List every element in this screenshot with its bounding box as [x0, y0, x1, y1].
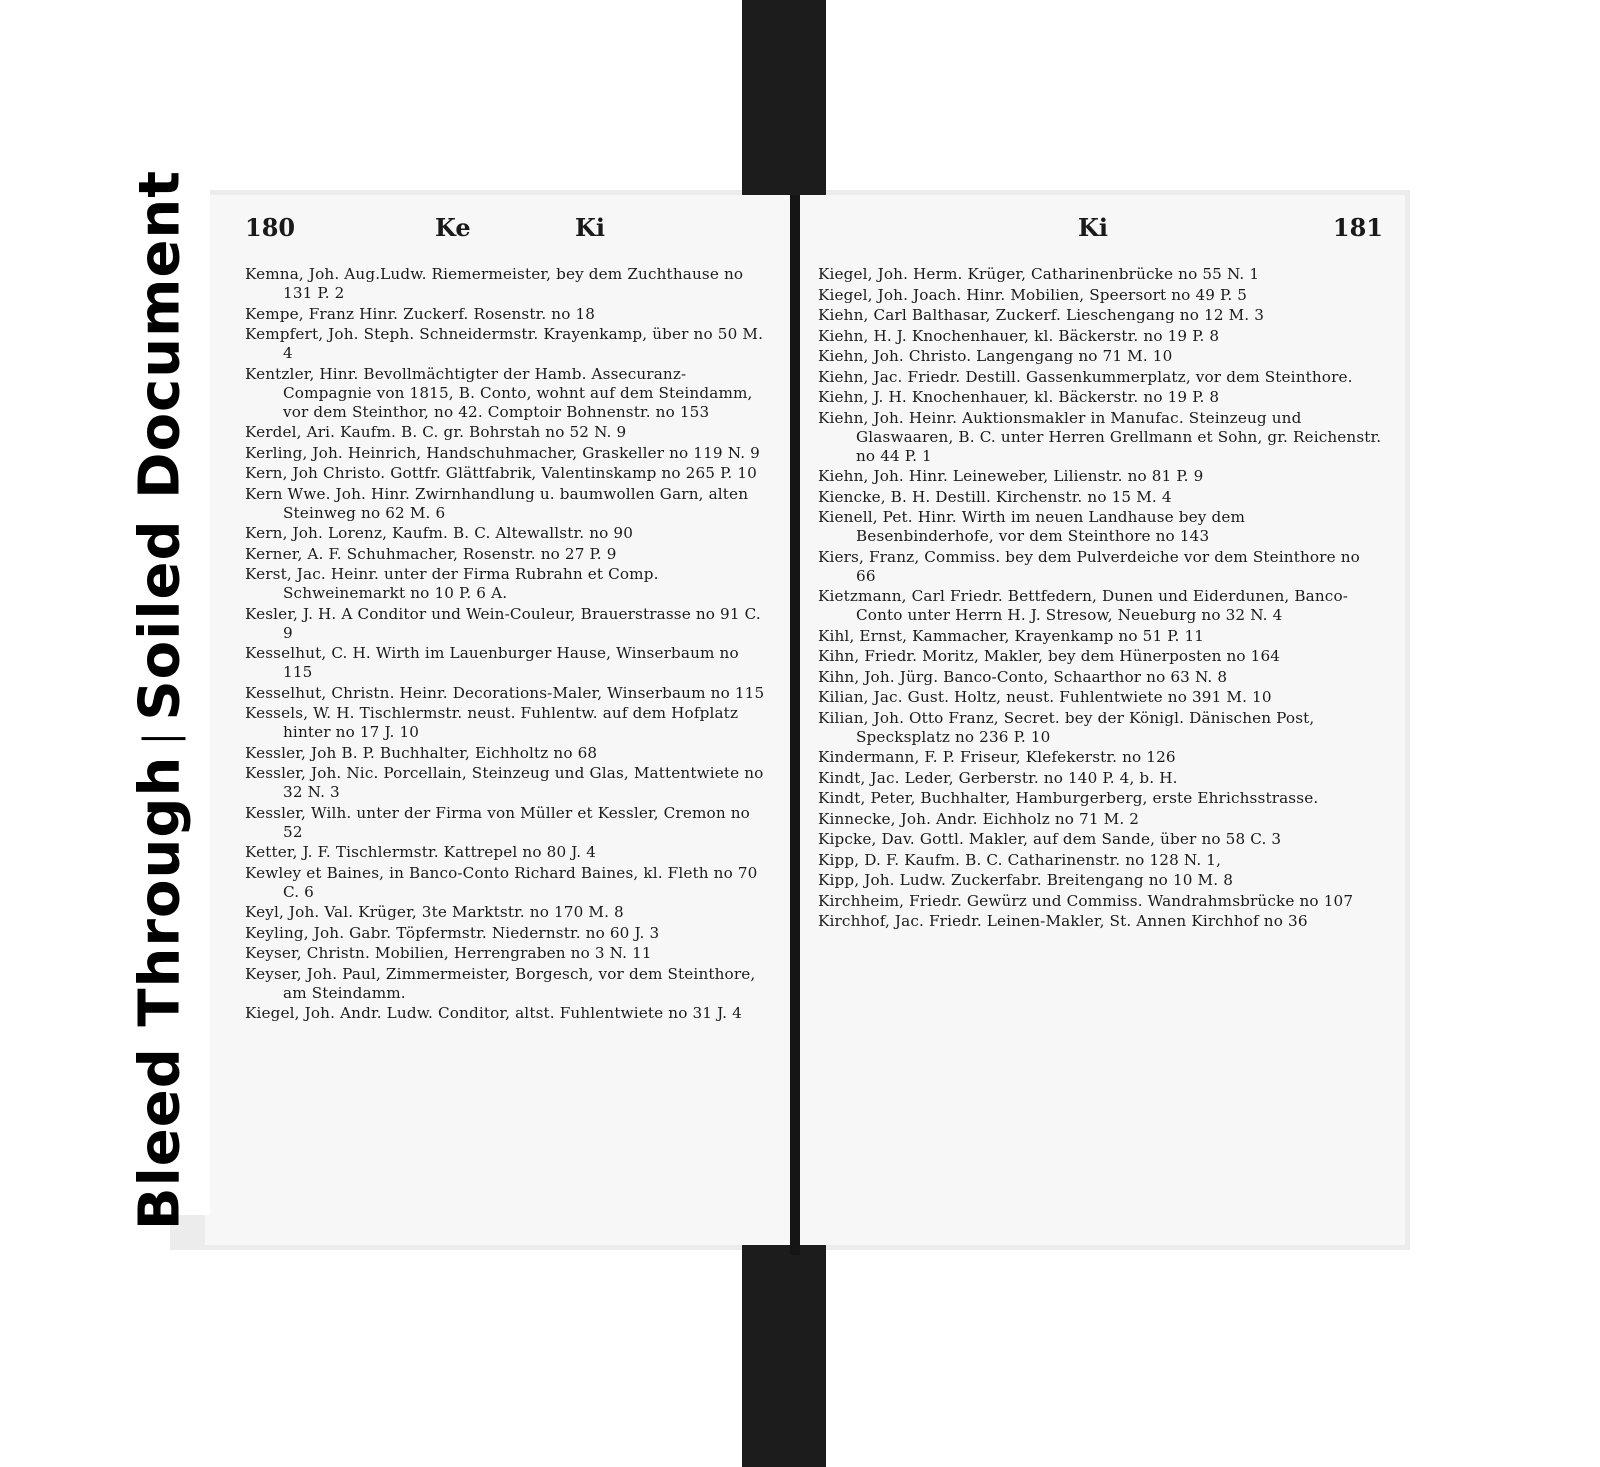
- directory-entry: Kiehn, Joh. Hinr. Leineweber, Lilienstr. no 81 P. 9: [818, 467, 1204, 485]
- directory-entry: Kentzler, Hinr. Bevollmächtigter der Hamb. Assecuranz-Compagnie von 1815, B. Conto, wohnt auf dem Steindamm, vor dem Steinthor, no 42. Comptoir Bohnenstr. no 153: [245, 364, 753, 421]
- left-running-head-ke: Ke: [435, 213, 471, 242]
- directory-entry: Kiehn, H. J. Knochenhauer, kl. Bäckerstr. no 19 P. 8: [818, 326, 1220, 345]
- book-spine: [790, 195, 800, 1255]
- directory-entry: Kilian, Joh. Otto Franz, Secret. bey der Königl. Dänischen Post, Specksplatz no 236 P. 10: [818, 708, 1315, 746]
- directory-entry: Kiehn, Jac. Friedr. Destill. Gassenkummerplatz, vor dem Steinthore.: [818, 367, 1353, 386]
- directory-entry: Kiehn, Joh. Christo. Langengang no 71 M. 10: [818, 347, 1173, 365]
- directory-entry: Kindermann, F. P. Friseur, Klefekerstr. no 126: [818, 748, 1176, 766]
- directory-entry: Ketter, J. F. Tischlermstr. Kattrepel no 80 J. 4: [245, 843, 597, 861]
- directory-entry: Kiencke, B. H. Destill. Kirchenstr. no 15 M. 4: [818, 487, 1172, 506]
- right-page-header: [818, 213, 1383, 255]
- directory-entry: Kerdel, Ari. Kaufm. B. C. gr. Bohrstah no 52 N. 9: [245, 423, 627, 441]
- left-page-number: 180: [245, 213, 296, 242]
- directory-entry: Kindt, Peter, Buchhalter, Hamburgerberg, erste Ehrichsstrasse.: [818, 789, 1319, 807]
- directory-entry: Kerner, A. F. Schuhmacher, Rosenstr. no 27 P. 9: [245, 544, 617, 563]
- directory-entry: Keyl, Joh. Val. Krüger, 3te Marktstr. no 170 M. 8: [245, 903, 624, 921]
- stamp-soiled-document: Soiled Document: [127, 169, 193, 721]
- directory-entry: Kesselhut, Christn. Heinr. Decorations-Maler, Winserbaum no 115: [245, 683, 765, 702]
- right-page: [800, 195, 1405, 1245]
- directory-entry: Kiegel, Joh. Joach. Hinr. Mobilien, Speersort no 49 P. 5: [818, 285, 1248, 304]
- directory-entry: Kempe, Franz Hinr. Zuckerf. Rosenstr. no 18: [245, 304, 596, 323]
- directory-entry: Kipp, Joh. Ludw. Zuckerfabr. Breitengang no 10 M. 8: [818, 871, 1234, 889]
- stamp-bleed-through: Bleed Through: [127, 755, 193, 1231]
- left-page-header: [245, 213, 768, 255]
- directory-entry: Kiehn, Carl Balthasar, Zuckerf. Lieschengang no 12 M. 3: [818, 306, 1265, 324]
- directory-entry: Keyser, Joh. Paul, Zimmermeister, Borgesch, vor dem Steinthore, am Steindamm.: [245, 964, 756, 1002]
- directory-entry: Kiers, Franz, Commiss. bey dem Pulverdeiche vor dem Steinthore no 66: [818, 547, 1360, 585]
- directory-entry: Kiehn, J. H. Knochenhauer, kl. Bäckerstr. no 19 P. 8: [818, 388, 1220, 406]
- directory-entry: Kempfert, Joh. Steph. Schneidermstr. Krayenkamp, über no 50 M. 4: [245, 325, 764, 362]
- directory-entry: Kessler, Joh. Nic. Porcellain, Steinzeug und Glas, Mattentwiete no 32 N. 3: [245, 764, 764, 801]
- directory-entry: Kern, Joh Christo. Gottfr. Glättfabrik, Valentinskamp no 265 P. 10: [245, 464, 757, 482]
- left-page: [205, 195, 790, 1245]
- directory-entry: Kemna, Joh. Aug.Ludw. Riemermeister, bey dem Zuchthause no 131 P. 2: [245, 265, 744, 302]
- directory-entry: Kern Wwe. Joh. Hinr. Zwirnhandlung u. baumwollen Garn, alten Steinweg no 62 M. 6: [245, 484, 749, 522]
- directory-entry: Kerst, Jac. Heinr. unter der Firma Rubrahn et Comp. Schweinemarkt no 10 P. 6 A.: [245, 565, 659, 602]
- right-page-number: 181: [1332, 213, 1383, 242]
- directory-entry: Keyser, Christn. Mobilien, Herrengraben no 3 N. 11: [245, 944, 652, 962]
- directory-entry: Kiehn, Joh. Heinr. Auktionsmakler in Manufac. Steinzeug und Glaswaaren, B. C. unter Herren Grellmann et Sohn, gr. Reichenstr. no 44 P. 1: [818, 408, 1382, 465]
- directory-entry: Kiegel, Joh. Andr. Ludw. Conditor, altst. Fuhlentwiete no 31 J. 4: [245, 1004, 742, 1022]
- right-running-head-ki: Ki: [1078, 213, 1108, 242]
- directory-entry: Kihl, Ernst, Kammacher, Krayenkamp no 51 P. 11: [818, 626, 1205, 645]
- directory-entry: Kihn, Friedr. Moritz, Makler, bey dem Hünerposten no 164: [818, 647, 1281, 665]
- directory-entry: Kietzmann, Carl Friedr. Bettfedern, Dunen und Eiderdunen, Banco-Conto unter Herrn H. J. Stresow, Neueburg no 32 N. 4: [818, 587, 1349, 624]
- right-entry-list: [818, 265, 1383, 931]
- directory-entry: Kindt, Jac. Leder, Gerberstr. no 140 P. 4, b. H.: [818, 768, 1178, 787]
- directory-entry: Kern, Joh. Lorenz, Kaufm. B. C. Altewallstr. no 90: [245, 524, 634, 542]
- directory-entry: Kirchheim, Friedr. Gewürz und Commiss. Wandrahmsbrücke no 107: [818, 891, 1354, 910]
- directory-entry: Kipp, D. F. Kaufm. B. C. Catharinenstr. no 128 N. 1,: [818, 850, 1222, 869]
- directory-entry: Kihn, Joh. Jürg. Banco-Conto, Schaarthor no 63 N. 8: [818, 667, 1228, 686]
- directory-entry: Kessels, W. H. Tischlermstr. neust. Fuhlentw. auf dem Hofplatz hinter no 17 J. 10: [245, 704, 739, 741]
- directory-entry: Kirchhof, Jac. Friedr. Leinen-Makler, St. Annen Kirchhof no 36: [818, 912, 1308, 930]
- condition-stamp: [128, 170, 193, 1230]
- stamp-separator: [141, 737, 185, 740]
- directory-entry: Kilian, Jac. Gust. Holtz, neust. Fuhlentwiete no 391 M. 10: [818, 688, 1272, 706]
- directory-entry: Kesler, J. H. A Conditor und Wein-Couleur, Brauerstrasse no 91 C. 9: [245, 604, 761, 642]
- directory-entry: Kinnecke, Joh. Andr. Eichholz no 71 M. 2: [818, 809, 1140, 828]
- directory-entry: Kessler, Joh B. P. Buchhalter, Eichholtz no 68: [245, 743, 598, 762]
- left-running-head-ki: Ki: [575, 213, 605, 242]
- directory-entry: Kiegel, Joh. Herm. Krüger, Catharinenbrücke no 55 N. 1: [818, 265, 1260, 283]
- directory-entry: Kienell, Pet. Hinr. Wirth im neuen Landhause bey dem Besenbinderhofe, vor dem Steinthore no 143: [818, 508, 1246, 545]
- directory-entry: Kesselhut, C. H. Wirth im Lauenburger Hause, Winserbaum no 115: [245, 644, 739, 681]
- directory-entry: Keyling, Joh. Gabr. Töpfermstr. Niedernstr. no 60 J. 3: [245, 923, 660, 942]
- directory-entry: Kessler, Wilh. unter der Firma von Müller et Kessler, Cremon no 52: [245, 803, 750, 841]
- directory-entry: Kewley et Baines, in Banco-Conto Richard Baines, kl. Fleth no 70 C. 6: [245, 863, 758, 901]
- left-entry-list: [245, 265, 768, 1023]
- directory-entry: Kerling, Joh. Heinrich, Handschuhmacher, Graskeller no 119 N. 9: [245, 443, 760, 462]
- directory-entry: Kipcke, Dav. Gottl. Makler, auf dem Sande, über no 58 C. 3: [818, 830, 1282, 848]
